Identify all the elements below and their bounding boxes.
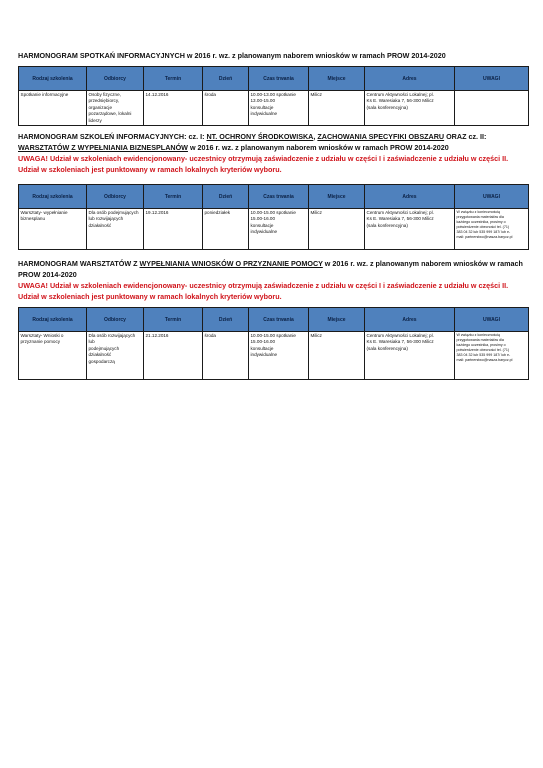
cell-line: (sala konferencyjna) xyxy=(366,104,408,110)
cell-odbiorcy xyxy=(87,209,144,250)
table-header-row xyxy=(19,185,529,209)
cell-czas xyxy=(249,209,309,250)
cell-line: gospodarczą xyxy=(88,358,115,364)
cell-adres xyxy=(365,91,455,126)
cell-line: potwierdzenie obecności tel. (71) xyxy=(456,347,510,352)
cell-line: mail: partnerstwo@nasza.barycz.pl xyxy=(456,234,513,239)
section3-heading: HARMONOGRAM WARSZTATÓW Z WYPEŁNIANIA WNIOSKÓW O PRZYZNANIE POMOCY w 2016 r. wz. z planowanym naborem wniosków w ramach PROW 2014-2020 UWAGA! Udział w szkoleniach ewidencjonowany- uczestnicy otrzymują zaświadczenie z udziału w części I i zaświadczenie z udziału w części II. Udział w szkoleniach jest punktowany w ramach lokalnych kryteriów wyboru. xyxy=(18,258,528,302)
cell-dzien: środa xyxy=(203,332,249,380)
cell-miejsce: Milicz xyxy=(309,91,365,126)
cell-odbiorcy xyxy=(87,91,144,126)
cell-rodzaj xyxy=(19,332,87,380)
cell-line: działalność xyxy=(88,222,112,228)
cell-czas xyxy=(249,332,309,380)
table-row xyxy=(19,332,529,380)
cell-uwagi xyxy=(455,209,529,250)
cell-line: W związku z koniecznością xyxy=(456,210,501,214)
cell-line: 15.00-16.00 xyxy=(250,216,276,222)
cell-line: Dla osób podejmujących xyxy=(88,210,139,215)
col-dzien: Dzień xyxy=(203,308,249,332)
cell-line: konsultacje xyxy=(250,222,274,228)
table-spotkania xyxy=(18,66,529,126)
col-uwagi: UWAGI xyxy=(455,185,529,209)
cell-line: 13.00-15.00 xyxy=(250,98,276,104)
col-rodzaj: Rodzaj szkolenia xyxy=(19,67,87,91)
col-termin: Termin xyxy=(144,308,203,332)
section1-heading: HARMONOGRAM SPOTKAŃ INFORMACYJNYCH w 2016 r. wz. z planowanym naborem wniosków w ramach PROW 2014-2020 xyxy=(18,51,446,60)
col-rodzaj: Rodzaj szkolenia xyxy=(19,185,87,209)
cell-line: Warsztaty- wypełnianie xyxy=(20,210,68,215)
cell-line: każdego uczestnika, prosimy o xyxy=(456,342,506,347)
cell-line: Ks E. Waresiaka 7, 56-300 Milicz xyxy=(366,98,434,104)
col-miejsce: Miejsce xyxy=(309,67,365,91)
cell-line: Osoby fizyczne, xyxy=(88,92,121,97)
cell-czas xyxy=(249,91,309,126)
table-header-row xyxy=(19,67,529,91)
cell-line: pozarządowe, lokalni xyxy=(88,111,132,117)
table-warsztaty-biznesplan xyxy=(18,184,529,250)
cell-line: 383 04 32 lub 535 999 187/ lub e- xyxy=(456,229,511,234)
cell-line: Ks E. Waresiaka 7, 56-300 Milicz xyxy=(366,216,434,222)
cell-line: Spotkanie informacyjne xyxy=(20,92,69,97)
cell-line: przyznanie pomocy xyxy=(20,339,61,345)
cell-line: indywidualne xyxy=(250,111,278,117)
cell-line: Centrum Aktywności Lokalnej; pl. xyxy=(366,333,434,338)
col-miejsce: Miejsce xyxy=(309,185,365,209)
section2-warning-2: Udział w szkoleniach jest punktowany w ramach lokalnych kryteriów wyboru. xyxy=(18,165,282,174)
cell-odbiorcy xyxy=(87,332,144,380)
col-adres: Adres xyxy=(365,67,455,91)
cell-rodzaj xyxy=(19,91,87,126)
col-adres: Adres xyxy=(365,308,455,332)
cell-line: przedsiębiorcy, organizacje xyxy=(88,98,120,110)
section3-warning-2: Udział w szkoleniach jest punktowany w ramach lokalnych kryteriów wyboru. xyxy=(18,292,282,301)
cell-line: (sala konferencyjna) xyxy=(366,345,408,351)
cell-line: 15.00-16.00 xyxy=(250,339,276,345)
cell-dzien: środa xyxy=(203,91,249,126)
cell-line: mail: partnerstwo@nasza.barycz.pl xyxy=(456,357,513,362)
cell-line: biznesplanu xyxy=(20,216,46,222)
cell-adres xyxy=(365,209,455,250)
cell-adres xyxy=(365,332,455,380)
col-czas: Czas trwania xyxy=(249,185,309,209)
cell-line: Warsztaty- Wnioski o xyxy=(20,333,64,338)
cell-line: (sala konferencyjna) xyxy=(366,222,408,228)
cell-line: potwierdzenie obecności tel. (71) xyxy=(456,224,510,229)
cell-line: lub rozwijających xyxy=(88,216,124,222)
cell-line: Centrum Aktywności Lokalnej; pl. xyxy=(366,210,434,215)
cell-termin: 14.12.2016 xyxy=(144,91,203,126)
cell-uwagi xyxy=(455,91,529,126)
section3-warning-1: UWAGA! Udział w szkoleniach ewidencjonowany- uczestnicy otrzymują zaświadczenie z udziału w części I i zaświadczenie z udziału w części II. xyxy=(18,281,509,290)
cell-miejsce: Milicz xyxy=(309,209,365,250)
section2-warning-1: UWAGA! Udział w szkoleniach ewidencjonowany- uczestnicy otrzymują zaświadczenie z udziału w części I i zaświadczenie z udziału w części II. xyxy=(18,154,509,163)
col-uwagi: UWAGI xyxy=(455,308,529,332)
table-row xyxy=(19,209,529,250)
table-row xyxy=(19,91,529,126)
cell-line: Dla osób rozwijających lub xyxy=(88,333,136,345)
cell-line: 10.00-15.00 spotkanie xyxy=(250,333,296,338)
cell-dzien: poniedziałek xyxy=(203,209,249,250)
cell-rodzaj xyxy=(19,209,87,250)
cell-termin: 21.12.2016 xyxy=(144,332,203,380)
cell-line: każdego uczestnika, prosimy o xyxy=(456,219,506,224)
cell-termin: 19.12.2016 xyxy=(144,209,203,250)
col-rodzaj: Rodzaj szkolenia xyxy=(19,308,87,332)
section2-heading: HARMONOGRAM SZKOLEŃ INFORMACYJNYCH: cz. I: NT. OCHRONY ŚRODKOWISKA, ZACHOWANIA SPECYFIKI OBSZARU ORAZ cz. II: WARSZTATÓW Z WYPEŁNIANIA BIZNESPLANÓW w 2016 r. wz. z planowanym naborem wniosków w ramach PROW 2014-2020 UWAGA! Udział w szkoleniach ewidencjonowany- uczestnicy otrzymują zaświadczenie z udziału w części I i zaświadczenie z udziału w części II. Udział w szkoleniach jest punktowany w ramach lokalnych kryteriów wyboru. xyxy=(18,131,528,175)
cell-line: 10.00-13.00 spotkanie xyxy=(250,92,296,97)
cell-line: podejmujących działalność xyxy=(88,345,120,358)
col-dzien: Dzień xyxy=(203,67,249,91)
cell-line: konsultacje xyxy=(250,104,274,110)
col-dzien: Dzień xyxy=(203,185,249,209)
cell-line: indywidualne xyxy=(250,229,278,235)
cell-line: 10.00-15.00 spotkanie xyxy=(250,210,296,215)
table-warsztaty-wnioski xyxy=(18,307,529,380)
col-odbiorcy: Odbiorcy xyxy=(87,308,144,332)
cell-line: przygotowania materiałów dla xyxy=(456,214,504,219)
cell-line: Centrum Aktywności Lokalnej; pl. xyxy=(366,92,434,97)
col-odbiorcy: Odbiorcy xyxy=(87,185,144,209)
cell-line: W związku z koniecznością xyxy=(456,333,501,337)
col-termin: Termin xyxy=(144,185,203,209)
cell-line: 383 04 32 lub 535 999 187/ lub e- xyxy=(456,352,511,357)
col-czas: Czas trwania xyxy=(249,308,309,332)
cell-line: konsultacje xyxy=(250,345,274,351)
col-miejsce: Miejsce xyxy=(309,308,365,332)
col-czas: Czas trwania xyxy=(249,67,309,91)
cell-line: liderzy xyxy=(88,117,102,123)
col-odbiorcy: Odbiorcy xyxy=(87,67,144,91)
col-uwagi: UWAGI xyxy=(455,67,529,91)
table-header-row xyxy=(19,308,529,332)
col-adres: Adres xyxy=(365,185,455,209)
cell-line: indywidualne xyxy=(250,352,278,358)
cell-uwagi xyxy=(455,332,529,380)
cell-line: przygotowania materiałów dla xyxy=(456,337,504,342)
col-termin: Termin xyxy=(144,67,203,91)
cell-line: Ks E. Waresiaka 7, 56-300 Milicz xyxy=(366,339,434,345)
cell-miejsce: Milicz xyxy=(309,332,365,380)
